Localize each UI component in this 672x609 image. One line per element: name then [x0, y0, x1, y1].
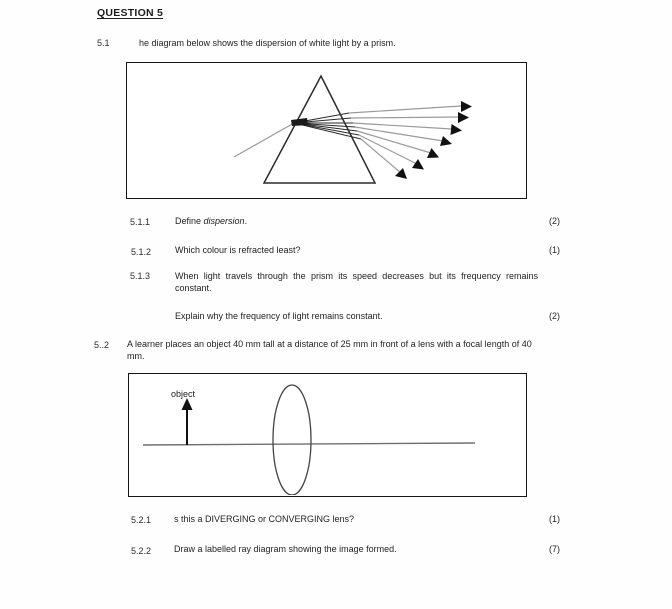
- page-title: QUESTION 5: [97, 7, 164, 19]
- question-text-5-2: A learner places an object 40 mm tall at a distance of 25 mm in front of a lens with a focal length of 40 mm.: [127, 339, 532, 361]
- question-number-5-2: 5..2: [94, 340, 110, 350]
- question-text-5-2-2: Draw a labelled ray diagram showing the image formed.: [174, 544, 397, 554]
- marks-5-1-2: (1): [549, 245, 560, 255]
- marks-5-2-1: (1): [549, 514, 560, 524]
- object-label: object: [171, 389, 196, 399]
- prism-dispersion-figure: [126, 62, 527, 199]
- question-number-5-1-1: 5.1.1: [130, 217, 151, 227]
- question-text-5-1-3-explain: Explain why the frequency of light remains constant.: [175, 311, 383, 321]
- question-text-5-2-1: s this a DIVERGING or CONVERGING lens?: [174, 514, 355, 524]
- term-dispersion: dispersion: [203, 216, 245, 226]
- text-period: .: [244, 216, 248, 226]
- incident-ray: [234, 123, 294, 157]
- question-number-5-1: 5.1: [97, 38, 110, 48]
- marks-5-2-2: (7): [549, 544, 560, 554]
- marks-5-1-1: (2): [549, 216, 560, 226]
- principal-axis: [143, 443, 475, 445]
- lens-drawing: [129, 374, 525, 495]
- question-number-5-1-3: 5.1.3: [130, 271, 151, 281]
- object-arrow: [182, 398, 193, 445]
- question-text-5-1-1: [175, 216, 515, 228]
- converging-lens: [273, 385, 311, 495]
- text-define: Define: [175, 216, 204, 226]
- marks-5-1-3: (2): [549, 311, 560, 321]
- prism-dispersion-drawing: [127, 63, 525, 197]
- question-text-5-1-3: When light travels through the prism its speed decreases but its frequency remains constant.: [175, 271, 538, 293]
- question-number-5-1-2: 5.1.2: [131, 247, 152, 257]
- question-text-5-1: he diagram below shows the dispersion of white light by a prism.: [139, 38, 396, 48]
- question-text-5-1-2: Which colour is refracted least?: [175, 245, 301, 255]
- question-number-5-2-1: 5.2.1: [131, 515, 152, 525]
- question-number-5-2-2: 5.2.2: [131, 546, 152, 556]
- lens-figure: [128, 373, 527, 497]
